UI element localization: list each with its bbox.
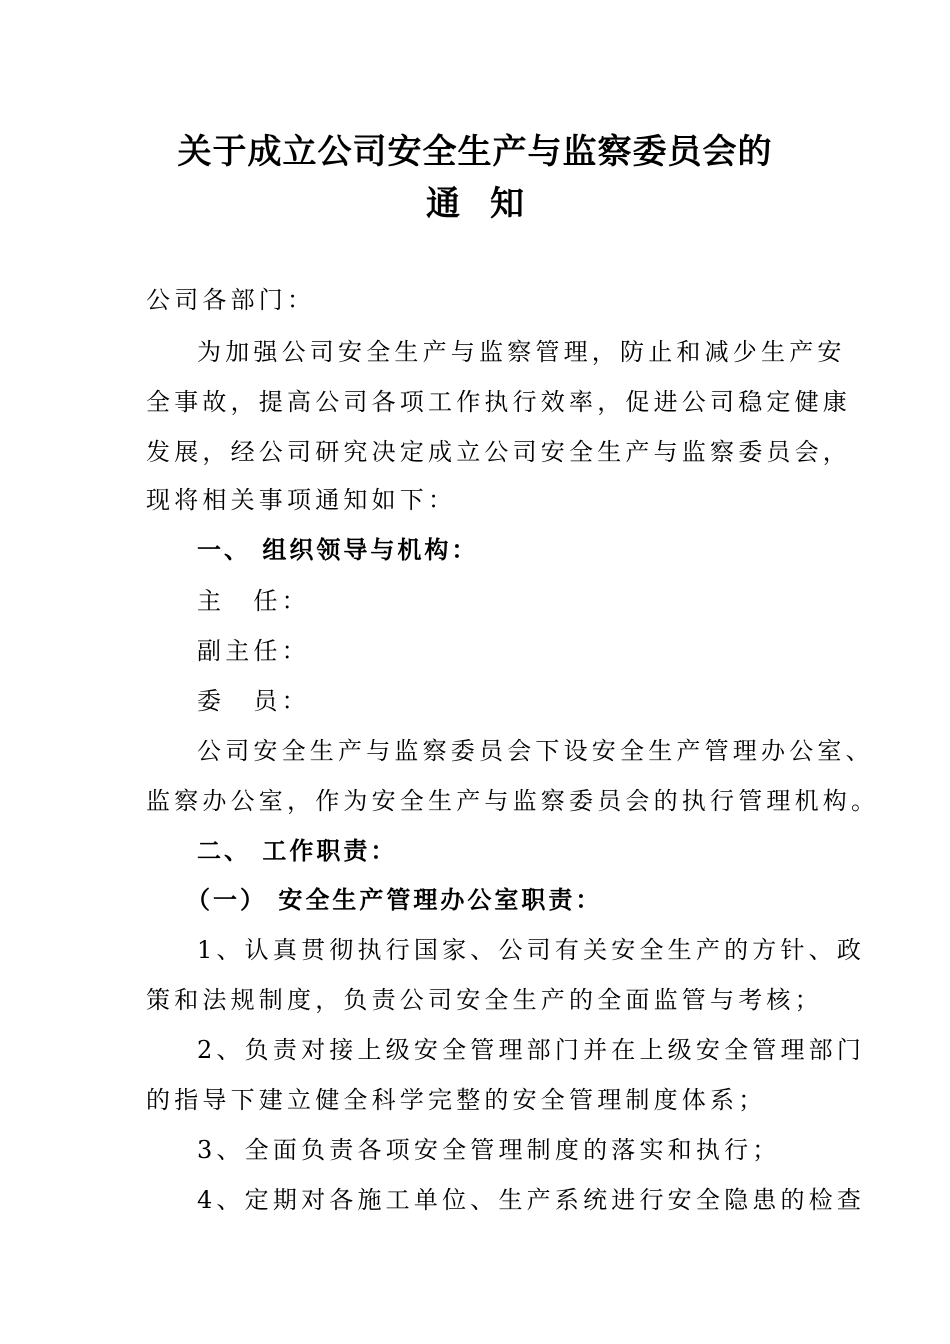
document-title-notice: 通知 xyxy=(426,184,554,224)
duty-line-1: 1、认真贯彻执行国家、公司有关安全生产的方针、政 xyxy=(197,936,866,964)
salutation: 公司各部门： xyxy=(146,286,316,314)
duty-line-2: 策和法规制度，负责公司安全生产的全面监管与考核； xyxy=(146,986,823,1014)
intro-line-2: 全事故，提高公司各项工作执行效率，促进公司稳定健康 xyxy=(146,388,851,416)
subsection-heading-safety-office: （一） 安全生产管理办公室职责： xyxy=(186,885,603,914)
document-title: 关于成立公司安全生产与监察委员会的 xyxy=(177,132,773,172)
director-field: 主 任： xyxy=(197,587,310,615)
structure-line-1: 公司安全生产与监察委员会下设安全生产管理办公室、 xyxy=(197,737,874,765)
structure-line-2: 监察办公室，作为安全生产与监察委员会的执行管理机构。 xyxy=(146,787,880,815)
duty-line-5: 3、全面负责各项安全管理制度的落实和执行； xyxy=(197,1136,781,1164)
section-heading-organization: 一、 组织领导与机构： xyxy=(197,535,479,564)
duty-line-4: 的指导下建立健全科学完整的安全管理制度体系； xyxy=(146,1086,767,1114)
intro-line-4: 现将相关事项通知如下： xyxy=(146,486,457,514)
duty-line-3: 2、负责对接上级安全管理部门并在上级安全管理部门 xyxy=(197,1036,866,1064)
member-field: 委 员： xyxy=(197,687,310,715)
deputy-director-field: 副主任： xyxy=(197,637,310,665)
section-heading-duties: 二、 工作职责： xyxy=(197,836,398,865)
intro-line-1: 为加强公司安全生产与监察管理，防止和减少生产安 xyxy=(197,338,846,366)
duty-line-6: 4、定期对各施工单位、生产系统进行安全隐患的检查 xyxy=(197,1186,866,1214)
intro-line-3: 发展，经公司研究决定成立公司安全生产与监察委员会， xyxy=(146,438,851,466)
